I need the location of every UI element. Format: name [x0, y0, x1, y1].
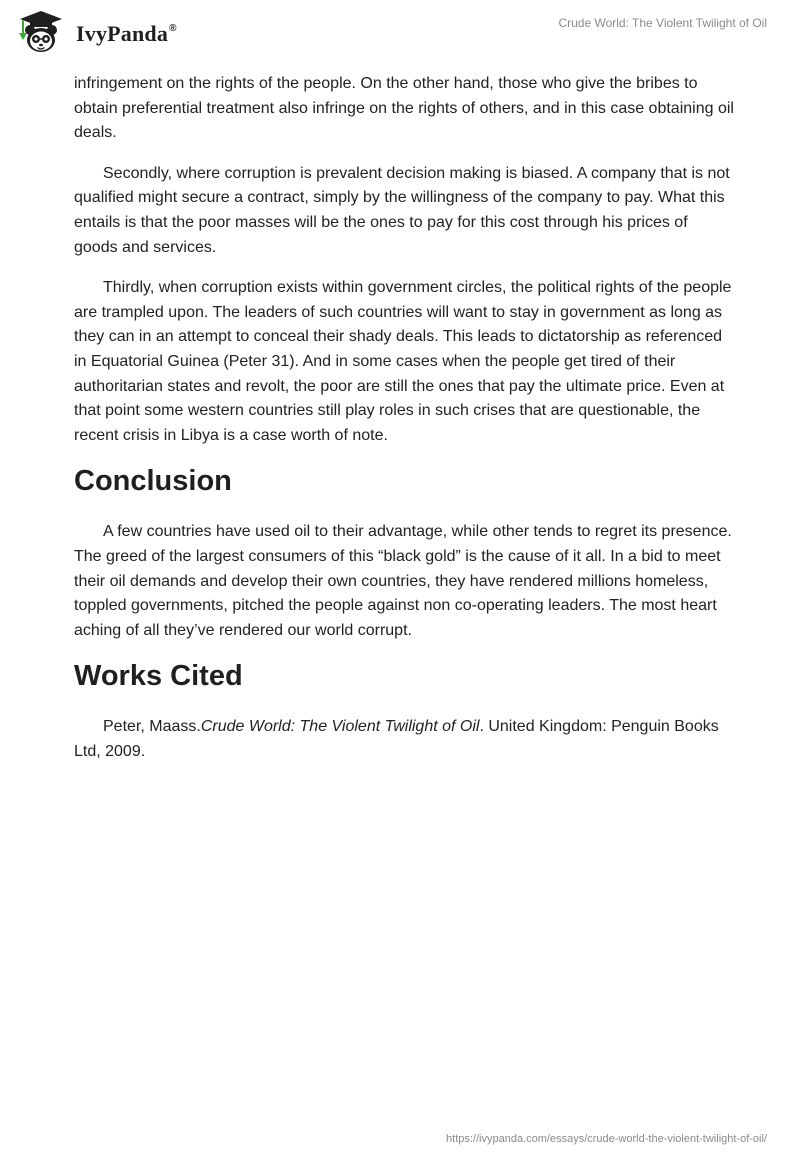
paragraph-continuation: infringement on the rights of the people. On the other hand, those who give the bribes to obtain preferential treatment also infringe on the rights of others, and in this case obtaining oil deals. [74, 75, 734, 142]
panda-graduate-icon [14, 9, 68, 55]
page-header [0, 0, 800, 70]
logo-wordmark [76, 21, 177, 47]
citation-entry [74, 715, 734, 764]
citation-publisher: . United Kingdom: Penguin Books Ltd, 2009. [74, 718, 719, 760]
document-title: Crude World: The Violent Twilight of Oil [558, 16, 767, 30]
logo-text: IvyPanda [76, 21, 169, 46]
works-cited-heading: Works Cited [74, 660, 243, 693]
citation-author: Peter, Maass. [103, 718, 201, 736]
essay-content [74, 72, 734, 780]
citation-title: Crude World: The Violent Twilight of Oil [200, 718, 480, 736]
conclusion-heading: Conclusion [74, 465, 232, 498]
paragraph-secondly: Secondly, where corruption is prevalent decision making is biased. A company that is not qualified might secure a contract, simply by the willingness of the company to pay. What this entails is that the poor masses will be the ones to pay for this cost through his prices of goods and services. [74, 164, 730, 256]
registered-mark: ® [169, 23, 177, 34]
ivypanda-logo[interactable] [14, 8, 177, 56]
paragraph-thirdly: Thirdly, when corruption exists within government circles, the political rights of the people are trampled upon. The leaders of such countries will want to stay in government as long as they can in an attempt to conceal their shady deals. This leads to dictatorship as referenced in Equatorial Guinea (Peter 31). And in some cases when the people get tired of their authoritarian states and revolt, the poor are still the ones that pay the ultimate price. Even at that point some western countries still play roles in such crises that are questionable, the recent crisis in Libya is a case worth of note. [74, 279, 732, 444]
paragraph-conclusion: A few countries have used oil to their advantage, while other tends to regret its presence. The greed of the largest consumers of this “black gold” is the cause of it all. In a bid to meet their oil demands and develop their own countries, they have rendered millions homeless, toppled governments, pitched the people against non co-operating leaders. The most heart aching of all they’ve rendered our world corrupt. [74, 523, 732, 639]
source-url[interactable]: https://ivypanda.com/essays/crude-world-the-violent-twilight-of-oil/ [446, 1133, 767, 1145]
